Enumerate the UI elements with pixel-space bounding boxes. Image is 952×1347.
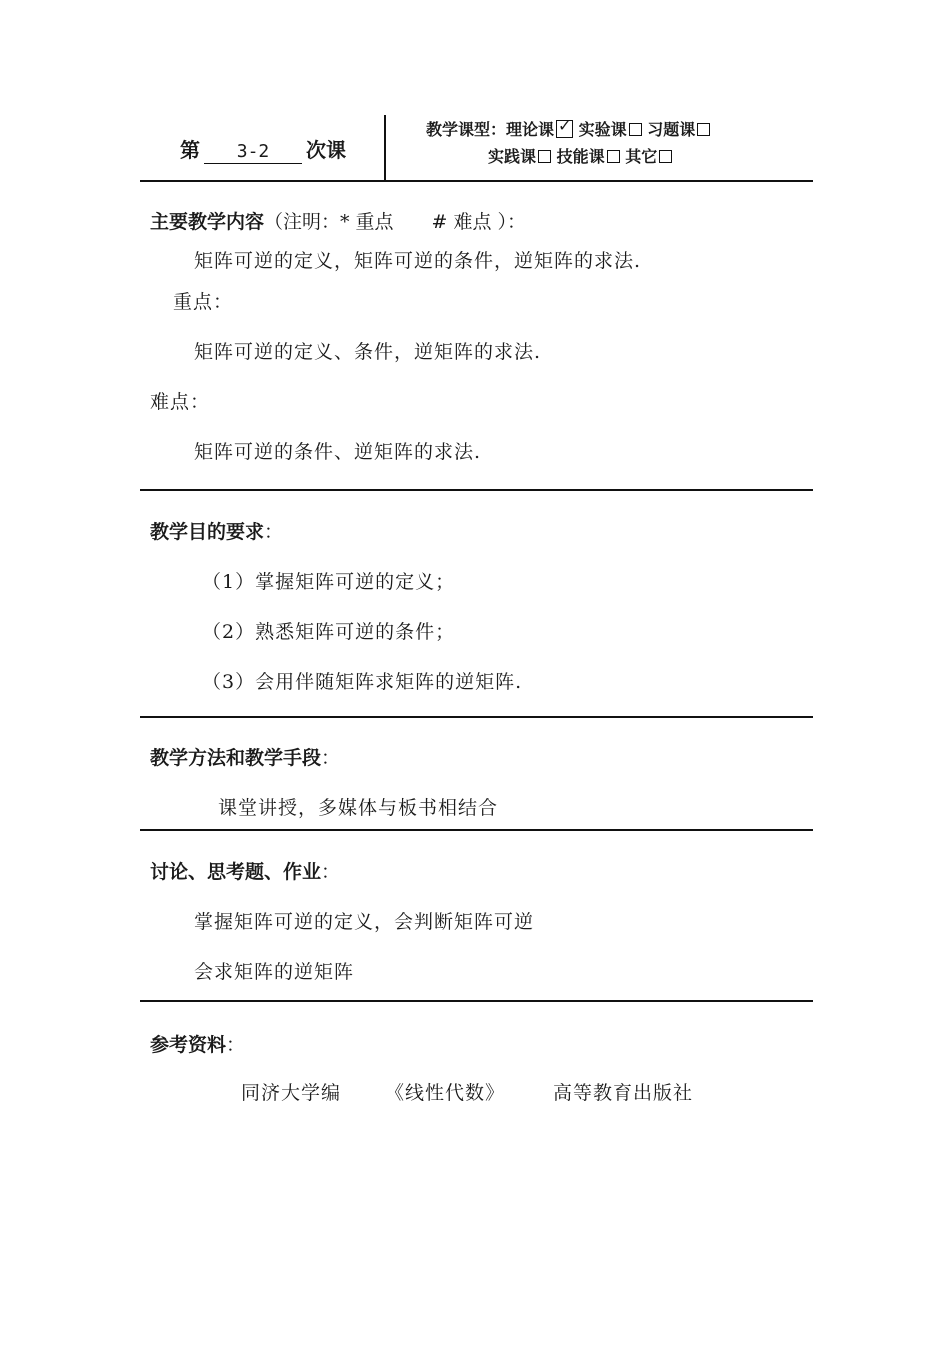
main-content-heading [150,207,526,234]
reference-book: 《线性代数》 [385,1082,506,1104]
methods-heading [150,743,340,770]
key-points-label: 重点： [173,291,234,313]
key-points-text: 矩阵可逆的定义、条件，逆矩阵的求法. [194,341,542,363]
methods-title: 教学方法和教学手段 [150,747,322,769]
discussion-colon: ： [321,861,341,883]
header-divider [384,115,386,181]
course-type-other: 其它 [625,147,658,166]
course-type-skill: 技能课 [556,147,605,166]
course-type-row-1 [426,117,710,140]
difficult-points-text: 矩阵可逆的条件、逆矩阵的求法. [194,441,482,463]
objectives-colon: ： [264,521,284,543]
discussion-heading [150,857,340,884]
course-type-row-2 [488,144,672,167]
lesson-suffix: 次课 [306,138,346,162]
reference-author: 同济大学编 [241,1082,342,1104]
course-type-practice: 实践课 [488,147,537,166]
main-content-note: （注明：* 重点 # 难点 ）： [264,211,527,233]
objective-item-2: （2）熟悉矩阵可逆的条件； [202,621,456,643]
references-heading [150,1030,245,1057]
discussion-title: 讨论、思考题、作业 [150,861,322,883]
difficult-points-label: 难点： [150,391,211,413]
course-type-exercise: 习题课 [647,120,696,139]
course-type-theory: 理论课 [506,120,555,139]
divider-header [140,180,813,182]
objectives-title: 教学目的要求 [150,521,265,543]
divider-methods [140,829,813,831]
main-content-title: 主要教学内容 [150,211,265,233]
course-type-exercise-checkbox[interactable] [697,123,710,136]
divider-main-content [140,489,813,491]
references-title: 参考资料 [150,1034,227,1056]
course-type-skill-checkbox[interactable] [607,150,620,163]
methods-colon: ： [321,747,341,769]
objective-item-3: （3）会用伴随矩阵求矩阵的逆矩阵. [202,671,523,693]
objectives-heading [150,517,283,544]
lesson-number-label [180,134,346,164]
references-colon: ： [226,1034,246,1056]
course-type-theory-checkbox[interactable] [556,116,573,138]
course-type-practice-checkbox[interactable] [538,150,551,163]
course-type-lab: 实验课 [578,120,627,139]
lesson-number: 3-2 [204,141,302,164]
discussion-line-2: 会求矩阵的逆矩阵 [194,961,355,983]
course-type-lab-checkbox[interactable] [629,123,642,136]
divider-discussion [140,1000,813,1002]
reference-publisher: 高等教育出版社 [553,1082,694,1104]
divider-objectives [140,716,813,718]
methods-text: 课堂讲授，多媒体与板书相结合 [218,797,499,819]
objective-item-1: （1）掌握矩阵可逆的定义； [202,571,456,593]
discussion-line-1: 掌握矩阵可逆的定义，会判断矩阵可逆 [194,911,535,933]
course-type-other-checkbox[interactable] [659,150,672,163]
lesson-prefix: 第 [180,138,200,162]
course-type-label: 教学课型： [426,120,507,139]
check-icon: ✓ [558,116,572,135]
main-content-text: 矩阵可逆的定义，矩阵可逆的条件，逆矩阵的求法. [194,250,642,272]
